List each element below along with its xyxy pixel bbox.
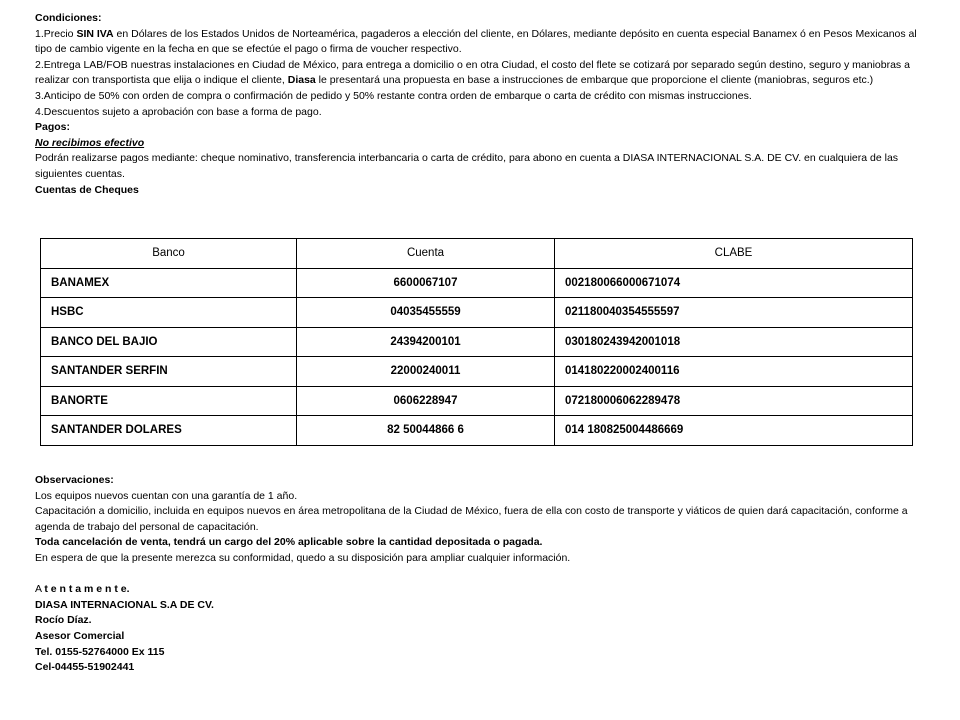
no-efectivo-text: No recibimos efectivo	[35, 136, 145, 149]
condicion-1-text-rest: en Dólares de los Estados Unidos de Norteamérica, pagaderos a elección del cliente, en Dólares, mediante depósito en cuenta especial Banamex ó en Pesos Mexicanos al tipo de cambio vigente en la fecha en que se efectúe el pago o firma de voucher respectivo.	[35, 27, 917, 56]
cell-cuenta: 24394200101	[297, 327, 555, 357]
cell-number: Cel-04455-51902441	[35, 661, 135, 674]
company-name: DIASA INTERNACIONAL S.A DE CV.	[35, 598, 214, 611]
pagos-heading: Pagos:	[35, 121, 71, 134]
condicion-2	[35, 58, 935, 89]
header-banco: Banco	[41, 239, 297, 269]
condicion-1-text: 1.Precio	[35, 27, 77, 40]
signer-name: Rocío Díaz.	[35, 614, 92, 627]
observaciones-heading: Observaciones:	[35, 474, 114, 486]
cell-banco: BANCO DEL BAJIO	[41, 327, 297, 357]
header-clabe: CLABE	[555, 239, 913, 269]
condicion-2-text: 2.Entrega LAB/FOB nuestras instalaciones en Ciudad de México, para entrega a domicilio o en otra Ciudad, el costo del flete se cotizará por separado según destino, seguro y maniobras a realizar con transportista que elija o indique el cliente,	[35, 58, 910, 87]
observacion-espera: En espera de que la presente merezca su conformidad, quedo a su disposición para ampliar cualquier información.	[35, 551, 571, 564]
cell-banco: SANTANDER SERFIN	[41, 357, 297, 387]
cell-clabe: 072180006062289478	[555, 386, 913, 416]
no-efectivo-notice	[35, 136, 935, 152]
condiciones-heading: Condiciones:	[35, 12, 102, 24]
cell-clabe: 030180243942001018	[555, 327, 913, 357]
condicion-3: 3.Anticipo de 50% con orden de compra o confirmación de pedido y 50% restante contra orden de embarque o carta de crédito con mismas instrucciones.	[35, 89, 752, 102]
condicion-4: 4.Descuentos sujeto a aprobación con base a forma de pago.	[35, 105, 322, 118]
cell-banco: BANAMEX	[41, 268, 297, 298]
cuentas-heading: Cuentas de Cheques	[35, 183, 139, 196]
condicion-2-text-rest: le presentará una propuesta en base a instrucciones de embarque que proporcione el cliente (maniobras, seguros etc.)	[315, 74, 874, 87]
condicion-1	[35, 27, 935, 58]
signer-role: Asesor Comercial	[35, 629, 125, 642]
cell-clabe: 002180066000671074	[555, 268, 913, 298]
cell-clabe: 014 180825004486669	[555, 416, 913, 446]
condicion-2-bold: Diasa	[287, 74, 316, 87]
table-row	[41, 416, 913, 446]
conditions-section	[35, 11, 935, 198]
observations-section	[35, 473, 935, 676]
cell-cuenta: 82 50044866 6	[297, 416, 555, 446]
cell-clabe: 021180040354555597	[555, 298, 913, 328]
phone-number: Tel. 0155-52764000 Ex 115	[35, 645, 165, 658]
observacion-capacitacion: Capacitación a domicilio, incluida en equipos nuevos en área metropolitana de la Ciudad de México, fuera de ella con costo de transporte y viáticos de quien dará capacitación, conforme a agenda de trabajo del personal de capacitación.	[35, 505, 908, 533]
table-row	[41, 357, 913, 387]
cell-banco: HSBC	[41, 298, 297, 328]
cell-cuenta: 6600067107	[297, 268, 555, 298]
atentamente-rest: t e n t a m e n t e.	[44, 583, 130, 596]
cell-cuenta: 04035455559	[297, 298, 555, 328]
observacion-cancelacion: Toda cancelación de venta, tendrá un cargo del 20% aplicable sobre la cantidad depositada o pagada.	[35, 536, 543, 549]
table-header-row	[41, 239, 913, 269]
cell-banco: SANTANDER DOLARES	[41, 416, 297, 446]
header-cuenta: Cuenta	[297, 239, 555, 269]
table-row	[41, 268, 913, 298]
spacer	[35, 567, 935, 583]
table-row	[41, 327, 913, 357]
observacion-garantia: Los equipos nuevos cuentan con una garantía de 1 año.	[35, 489, 298, 502]
atentamente-a: A	[35, 583, 45, 596]
atentamente	[35, 582, 935, 598]
cell-banco: BANORTE	[41, 386, 297, 416]
bank-accounts-table	[40, 238, 913, 446]
table-row	[41, 386, 913, 416]
cell-cuenta: 22000240011	[297, 357, 555, 387]
condicion-1-bold: SIN IVA	[76, 27, 114, 40]
cell-cuenta: 0606228947	[297, 386, 555, 416]
pagos-text: Podrán realizarse pagos mediante: cheque nominativo, transferencia interbancaria o carta de crédito, para abono en cuenta a DIASA INTERNACIONAL S.A. DE CV. en cualquiera de las siguientes cuentas.	[35, 152, 899, 180]
cell-clabe: 014180220002400116	[555, 357, 913, 387]
table-row	[41, 298, 913, 328]
